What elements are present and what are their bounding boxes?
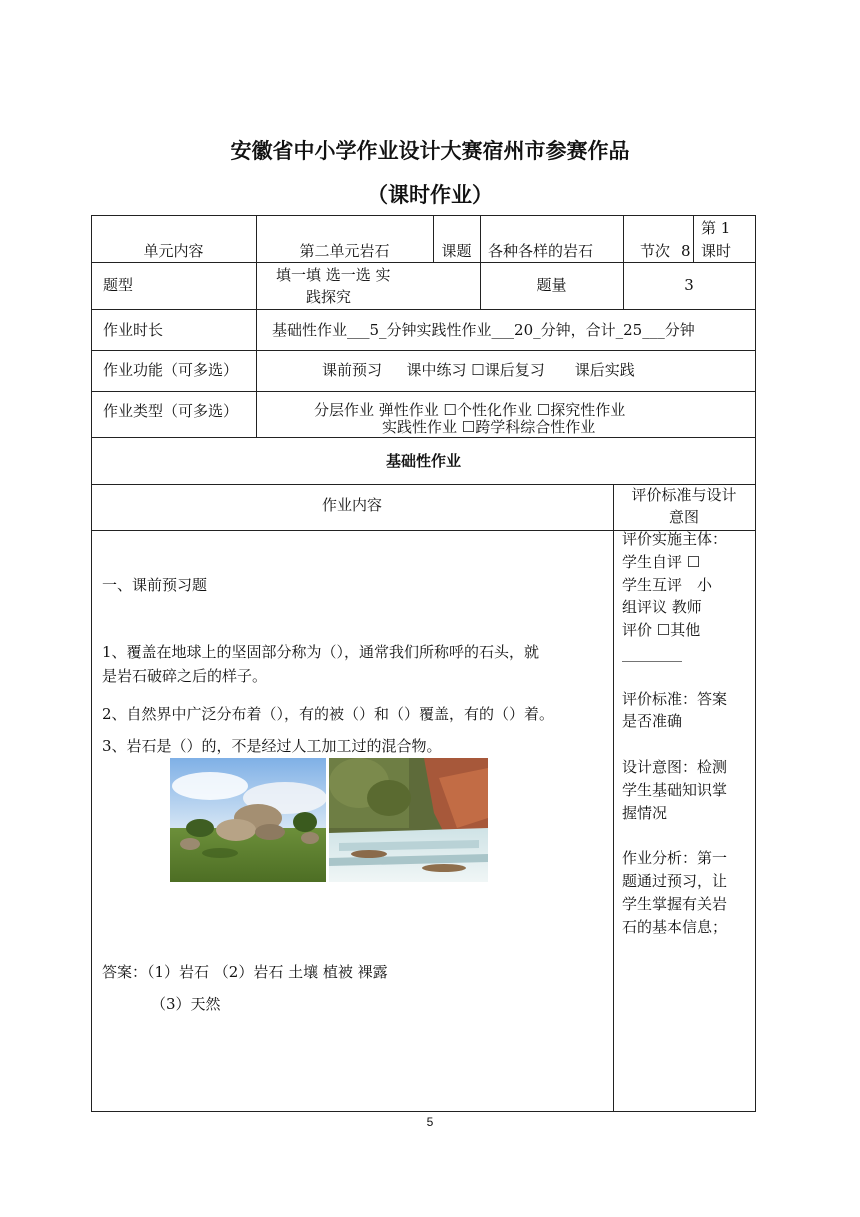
period-line1: 第 1 bbox=[701, 219, 731, 237]
question-count-label: 题量 bbox=[536, 276, 567, 294]
table-border-right bbox=[755, 215, 756, 1111]
eval-header-line1: 评价标准与设计 bbox=[631, 486, 737, 504]
eval-line: 评价标准：答案 bbox=[622, 689, 728, 708]
table-border-bottom bbox=[91, 1111, 756, 1112]
eval-line: 学生互评 小 bbox=[622, 575, 713, 594]
category-line1: 分层作业 弹性作业 ☐个性化作业 ☐探究性作业 bbox=[314, 401, 626, 419]
table-border-top bbox=[91, 215, 756, 216]
duration-label: 作业时长 bbox=[103, 321, 164, 339]
table-col-divider bbox=[613, 484, 614, 1111]
document-title: 安徽省中小学作业设计大赛宿州市参赛作品 bbox=[230, 139, 630, 163]
content-header: 作业内容 bbox=[321, 496, 382, 514]
table-col-divider bbox=[693, 215, 694, 262]
eval-line: 是否准确 bbox=[622, 712, 683, 731]
basic-homework-title: 基础性作业 bbox=[385, 452, 461, 470]
table-border-left bbox=[91, 215, 92, 1111]
table-divider bbox=[91, 262, 756, 263]
grassland-rocks-photo bbox=[170, 758, 326, 882]
eval-line bbox=[622, 824, 752, 847]
question-1-line2: 是岩石破碎之后的样子。 bbox=[102, 667, 268, 685]
eval-line: 石的基本信息； bbox=[622, 917, 728, 936]
eval-line: 评价实施主体： bbox=[622, 530, 728, 548]
waterfall-rocks-photo bbox=[329, 758, 488, 882]
eval-line bbox=[622, 665, 752, 688]
question-type-line1: 填一填 选一选 实 bbox=[276, 266, 391, 284]
eval-line bbox=[622, 733, 752, 756]
answer-line1: 答案：（1）岩石 （2）岩石 土壤 植被 裸露 bbox=[102, 963, 388, 981]
table-divider bbox=[91, 350, 756, 351]
question-1-line1: 1、覆盖在地球上的坚固部分称为（），通常我们所称呼的石头，就 bbox=[102, 643, 540, 661]
function-value: 课前预习 课中练习 ☐课后复习 课后实践 bbox=[322, 361, 635, 379]
eval-line: 评价 ☐其他 bbox=[622, 621, 701, 640]
category-label: 作业类型（可多选） bbox=[103, 402, 239, 420]
session-label: 节次 bbox=[640, 242, 671, 260]
question-count-value: 3 bbox=[684, 276, 694, 294]
question-3: 3、岩石是（）的，不是经过人工加工过的混合物。 bbox=[102, 737, 442, 755]
session-number: 8 bbox=[681, 242, 691, 260]
eval-header-line2: 意图 bbox=[668, 508, 699, 526]
eval-line: 学生基础知识掌 bbox=[622, 780, 728, 799]
eval-line: 组评议 教师 bbox=[622, 598, 702, 617]
eval-line: 作业分析：第一 bbox=[622, 849, 728, 868]
duration-value: 基础性作业___5_分钟实践性作业___20_分钟，合计_25___分钟 bbox=[272, 321, 695, 339]
unit-value: 第二单元岩石 bbox=[299, 242, 390, 260]
function-label: 作业功能（可多选） bbox=[103, 361, 239, 379]
question-type-line2: 践探究 bbox=[306, 288, 352, 306]
question-type-label: 题型 bbox=[103, 276, 134, 294]
table-divider bbox=[91, 309, 756, 310]
document-subtitle: （课时作业） bbox=[367, 183, 493, 207]
section-heading: 一、课前预习题 bbox=[102, 576, 208, 594]
eval-line: 学生掌握有关岩 bbox=[622, 894, 728, 913]
eval-line: 题通过预习，让 bbox=[622, 871, 728, 890]
answer-line2: （3）天然 bbox=[151, 995, 221, 1013]
eval-line: ________ bbox=[622, 643, 682, 662]
unit-label: 单元内容 bbox=[143, 242, 204, 260]
eval-line: 学生自评 ☐ bbox=[622, 552, 701, 571]
evaluation-notes bbox=[622, 528, 752, 938]
category-line2: 实践性作业 ☐跨学科综合性作业 bbox=[382, 418, 596, 436]
table-divider bbox=[91, 391, 756, 392]
question-2: 2、自然界中广泛分布着（），有的被（）和（）覆盖，有的（）着。 bbox=[102, 705, 555, 723]
page-number: 5 bbox=[426, 1115, 434, 1129]
eval-line: 设计意图：检测 bbox=[622, 757, 728, 776]
period-line2: 课时 bbox=[701, 242, 732, 260]
lesson-label: 课题 bbox=[441, 242, 472, 260]
eval-line: 握情况 bbox=[622, 803, 668, 822]
lesson-value: 各种各样的岩石 bbox=[488, 242, 594, 260]
